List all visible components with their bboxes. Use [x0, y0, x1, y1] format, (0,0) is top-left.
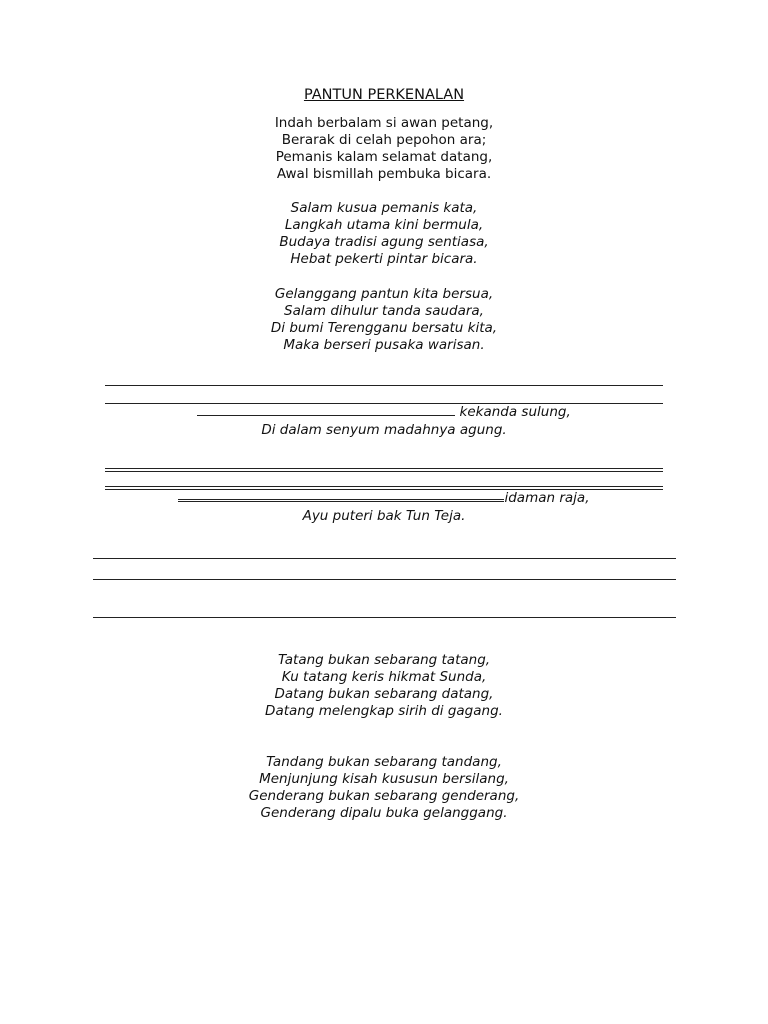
poem-line: Salam kusua pemanis kata, [290, 200, 478, 216]
line-suffix: idaman raja, [504, 490, 590, 506]
poem-line: Gelanggang pantun kita bersua, [274, 286, 494, 302]
poem-line: Ayu puteri bak Tun Teja. [302, 508, 466, 524]
poem-line: Tandang bukan sebarang tandang, [266, 754, 502, 770]
poem-line: Tatang bukan sebarang tatang, [277, 652, 491, 668]
poem-line: Ku tatang keris hikmat Sunda, [281, 669, 487, 685]
poem-line: Maka berseri pusaka warisan. [283, 337, 485, 353]
poem-line: Menjunjung kisah kususun bersilang, [259, 771, 509, 787]
poem-line: Awal bismillah pembuka bicara. [276, 166, 492, 182]
blank-line [105, 468, 663, 472]
poem-line-partial [0, 490, 768, 507]
blank-line [93, 558, 676, 559]
blank-line [105, 385, 663, 386]
poem-line: Langkah utama kini bermula, [284, 217, 484, 233]
blank-line [93, 579, 676, 580]
page-title: PANTUN PERKENALAN [303, 87, 465, 103]
poem-line: Salam dihulur tanda saudara, [284, 303, 484, 319]
blank-fill [178, 499, 504, 502]
line-suffix: kekanda sulung, [455, 404, 571, 420]
poem-line: Datang melengkap sirih di gagang. [265, 703, 503, 719]
poem-line: Berarak di celah pepohon ara; [281, 132, 487, 148]
poem-line: Budaya tradisi agung sentiasa, [279, 234, 489, 250]
poem-line: Di bumi Terengganu bersatu kita, [270, 320, 498, 336]
poem-line: Datang bukan sebarang datang, [274, 686, 494, 702]
blank-line [93, 617, 676, 618]
poem-line: Indah berbalam si awan petang, [274, 115, 494, 131]
poem-line: Di dalam senyum madahnya agung. [261, 422, 507, 438]
poem-line: Genderang dipalu buka gelanggang. [260, 805, 508, 821]
poem-line: Hebat pekerti pintar bicara. [290, 251, 478, 267]
poem-line: Pemanis kalam selamat datang, [275, 149, 493, 165]
blank-fill [197, 415, 455, 416]
poem-line: Genderang bukan sebarang genderang, [248, 788, 520, 804]
poem-line-partial [0, 404, 768, 421]
